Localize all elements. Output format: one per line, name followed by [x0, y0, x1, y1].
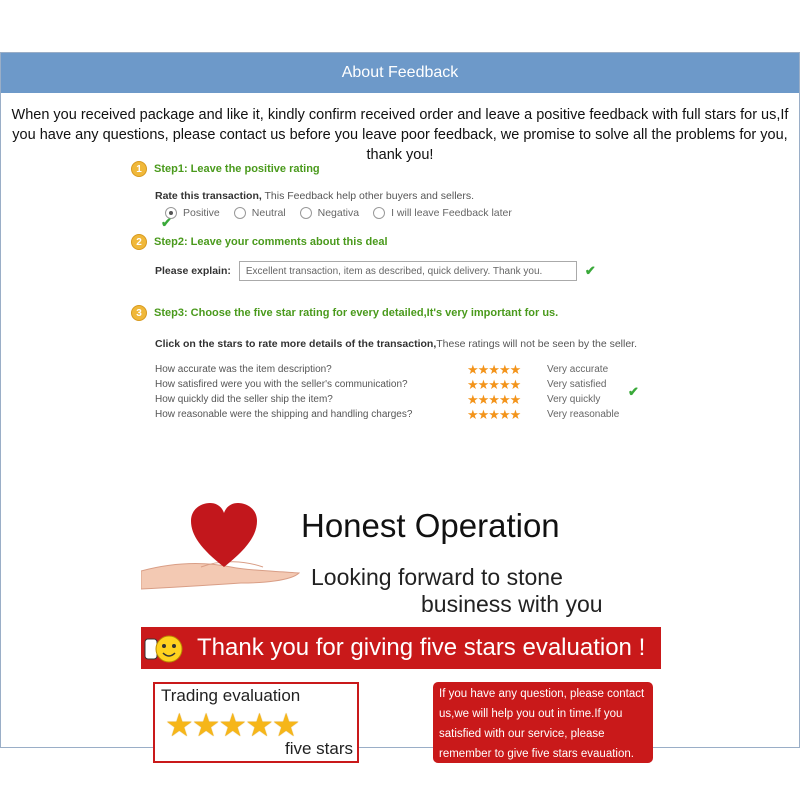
feedback-steps-image: [131, 161, 671, 422]
rating-row: [155, 362, 671, 377]
option-label: Negativa: [317, 207, 360, 219]
eval-footer: five stars: [284, 739, 353, 758]
step2-number: 2: [131, 234, 147, 250]
thanks-band: [141, 627, 661, 669]
rating-question: How reasonable were the shipping and handling charges?: [155, 409, 413, 420]
detail-intro-bold: Click on the stars to rate more details of the transaction,: [155, 338, 437, 350]
option-label: Positive: [183, 207, 220, 219]
step3-number: 3: [131, 305, 147, 321]
checkmark-icon: ✔: [161, 215, 172, 230]
step2-title: Step2: Leave your comments about this deal: [154, 236, 388, 248]
explain-input[interactable]: Excellent transaction, item as described, quick delivery. Thank you.: [239, 261, 577, 281]
detail-rating-intro: [155, 338, 671, 350]
option-label: Neutral: [251, 207, 286, 219]
contact-notice: If you have any question, please contact us,we will help you out in time.If you satisfied with our service, please remember to give five stars evauation.: [433, 682, 653, 763]
trading-evaluation-box: [153, 682, 359, 763]
five-stars-icon: ★★★★★: [165, 707, 299, 743]
rating-row: [155, 377, 671, 392]
thanks-text: Thank you for giving five stars evaluation !: [197, 634, 646, 661]
explain-row: [155, 261, 671, 281]
option-neutral[interactable]: [234, 207, 286, 219]
detail-intro-note: These ratings will not be seen by the seller.: [436, 338, 638, 350]
rating-options: [161, 207, 671, 230]
checkmark-icon: ✔: [628, 384, 639, 399]
step3-title: Step3: Choose the five star rating for every detailed,It's very important for us.: [154, 307, 559, 319]
star-rating-icon[interactable]: ★★★★★: [467, 361, 521, 377]
star-rating-icon[interactable]: ★★★★★: [467, 406, 521, 422]
rate-label: Rate this transaction,: [155, 190, 262, 202]
step3-heading: [131, 305, 671, 321]
explain-label: Please explain:: [155, 265, 231, 277]
panel-title: About Feedback: [341, 64, 459, 81]
rating-row: [155, 407, 671, 422]
rating-question: How quickly did the seller ship the item?: [155, 394, 333, 405]
radio-icon[interactable]: [234, 207, 246, 219]
rating-verdict: Very quickly: [547, 394, 601, 405]
option-negative[interactable]: [300, 207, 359, 219]
detail-rating-rows: [155, 362, 671, 422]
option-later[interactable]: [373, 207, 512, 219]
step2-heading: [131, 234, 671, 250]
option-label: I will leave Feedback later: [391, 207, 512, 219]
honest-operation-banner: [141, 495, 661, 775]
option-positive[interactable]: [161, 207, 220, 230]
rating-verdict: Very satisfied: [547, 379, 607, 390]
star-rating-icon[interactable]: ★★★★★: [467, 376, 521, 392]
star-rating-icon[interactable]: ★★★★★: [467, 391, 521, 407]
rating-question: How satisfired were you with the seller's communication?: [155, 379, 408, 390]
rate-transaction-line: [155, 190, 671, 202]
eval-title: Trading evaluation: [161, 686, 301, 705]
intro-text: When you received package and like it, kindly confirm received order and leave a positive feedback with full stars for us,If you have any questions, please contact us before you leave poor feedback, we promise to solve all the problems for you, thank you!: [11, 107, 789, 163]
checkmark-icon: ✔: [584, 263, 596, 278]
step1-number: 1: [131, 161, 147, 177]
banner-line1: Looking forward to stone: [311, 564, 563, 590]
radio-icon[interactable]: [300, 207, 312, 219]
feedback-panel: [0, 52, 800, 760]
rating-verdict: Very accurate: [547, 364, 609, 375]
step1-heading: [131, 161, 671, 177]
rate-note: This Feedback help other buyers and sellers.: [261, 190, 475, 202]
rating-question: How accurate was the item description?: [155, 364, 332, 375]
step1-title: Step1: Leave the positive rating: [154, 163, 320, 175]
banner-line2: business with you: [421, 591, 603, 617]
rating-row: [155, 392, 671, 407]
thumbs-up-smiley-icon: [141, 627, 185, 669]
rating-verdict: Very reasonable: [547, 409, 620, 420]
heart-icon: [189, 501, 259, 571]
radio-icon[interactable]: [373, 207, 385, 219]
banner-headline: Honest Operation: [301, 507, 560, 544]
panel-header: [1, 53, 799, 93]
